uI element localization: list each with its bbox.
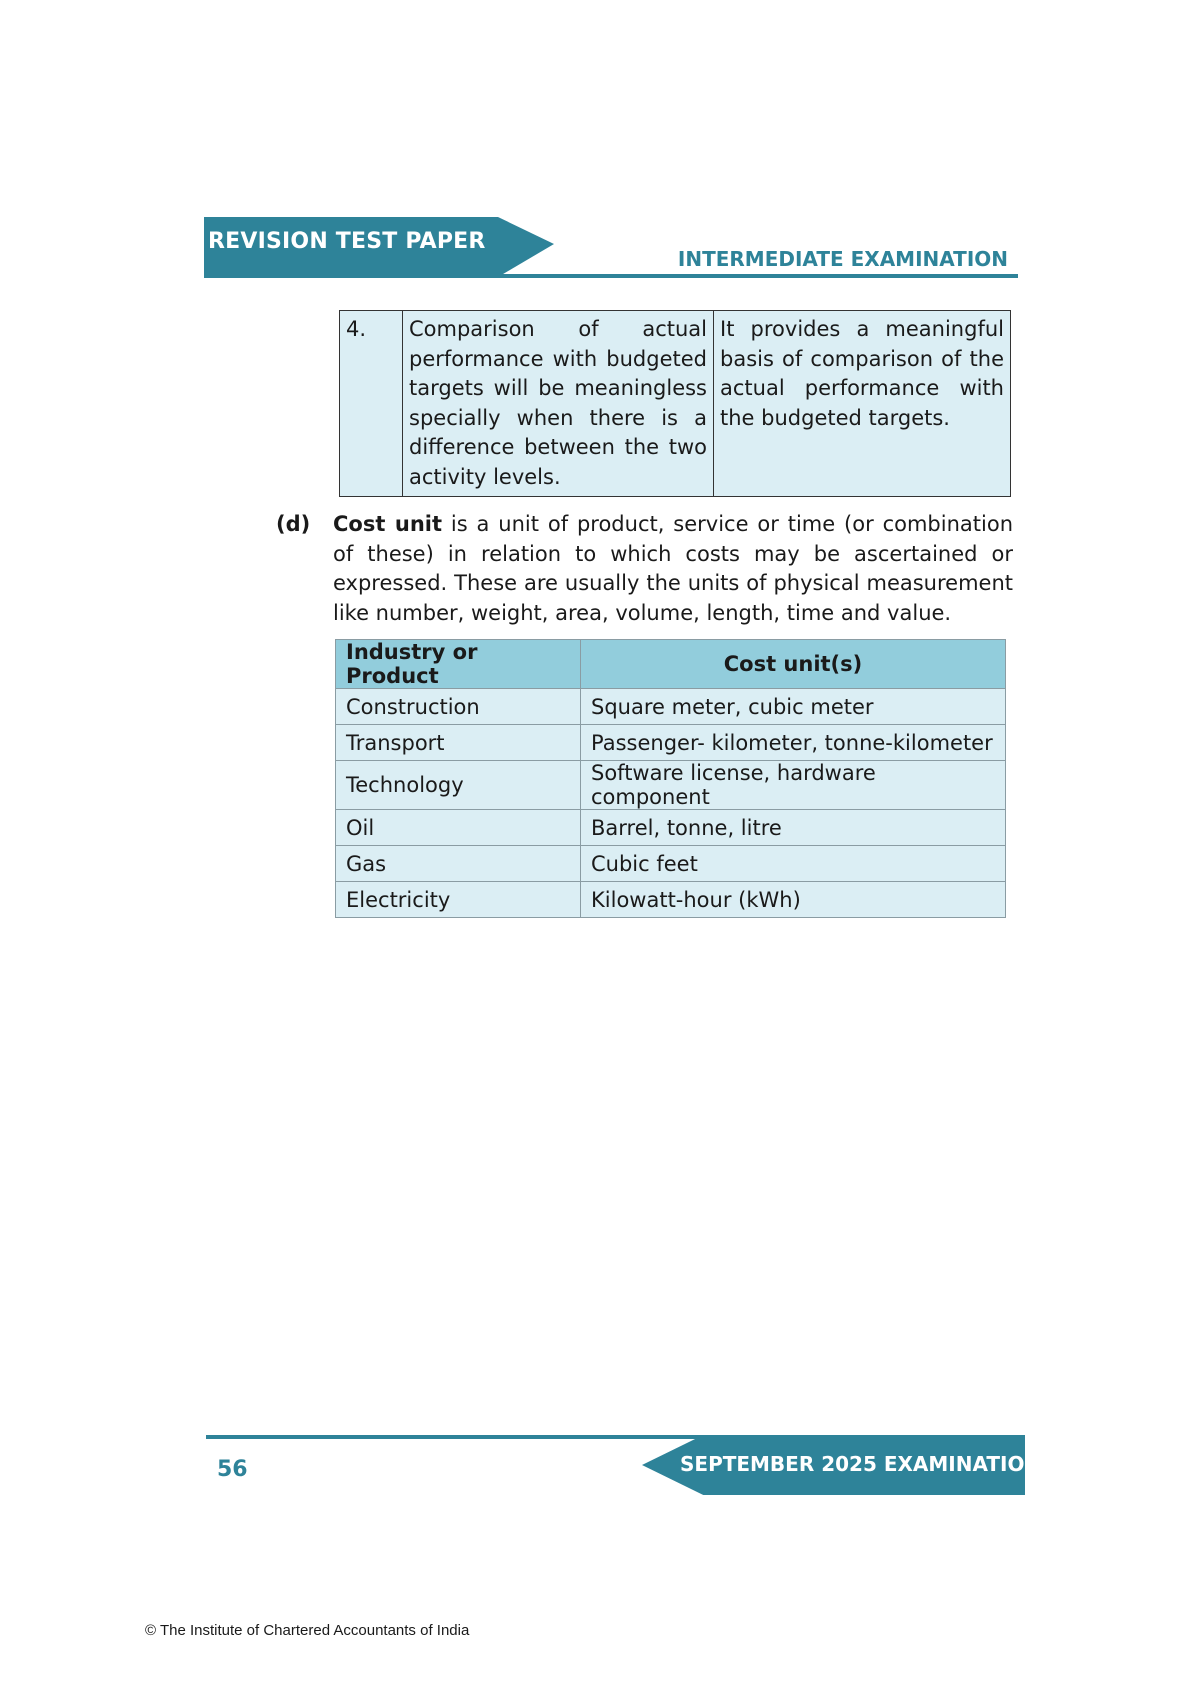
section-paragraph <box>333 510 1013 628</box>
industry-cell: Oil <box>336 810 581 846</box>
section-label: (d) <box>276 512 311 536</box>
table-row <box>336 725 1006 761</box>
cost-unit-table <box>335 639 1006 918</box>
column-header: Cost unit(s) <box>581 640 1006 689</box>
industry-cell: Electricity <box>336 882 581 918</box>
page-number: 56 <box>217 1457 248 1482</box>
comparison-cell-right: It provides a meaningful basis of comparison of the actual performance with the budgeted targets. <box>714 311 1011 497</box>
table-row <box>336 761 1006 810</box>
copyright-notice: © The Institute of Chartered Accountants of India <box>145 1622 470 1639</box>
industry-cell: Gas <box>336 846 581 882</box>
table-row <box>340 311 1011 497</box>
section-text: is a unit of product, service or time (or combination of these) in relation to which costs may be ascertained or expressed. These are usually the units of physical measurement like number, weight, area, volume, length, time and value. <box>333 512 1014 625</box>
footer-exam-title: SEPTEMBER 2025 EXAMINATION <box>680 1452 1042 1476</box>
header-title: REVISION TEST PAPER <box>208 229 486 254</box>
header-exam-title: INTERMEDIATE EXAMINATION <box>677 247 1008 271</box>
table-header-row <box>336 640 1006 689</box>
industry-cell: Technology <box>336 761 581 810</box>
comparison-table <box>339 310 1011 497</box>
industry-cell: Transport <box>336 725 581 761</box>
cost-unit-cell: Software license, hardware component <box>581 761 1006 810</box>
table-row <box>336 689 1006 725</box>
column-header: Industry or Product <box>336 640 581 689</box>
header-rule <box>204 274 1018 278</box>
row-number: 4. <box>340 311 403 497</box>
section-term: Cost unit <box>333 512 443 536</box>
cost-unit-cell: Cubic feet <box>581 846 1006 882</box>
cost-unit-cell: Barrel, tonne, litre <box>581 810 1006 846</box>
cost-unit-cell: Square meter, cubic meter <box>581 689 1006 725</box>
cost-unit-cell: Kilowatt-hour (kWh) <box>581 882 1006 918</box>
table-row <box>336 810 1006 846</box>
cost-unit-cell: Passenger- kilometer, tonne-kilometer <box>581 725 1006 761</box>
table-row <box>336 882 1006 918</box>
industry-cell: Construction <box>336 689 581 725</box>
table-row <box>336 846 1006 882</box>
comparison-cell-left: Comparison of actual performance with budgeted targets will be meaningless specially when there is a difference between the two activity levels. <box>403 311 714 497</box>
